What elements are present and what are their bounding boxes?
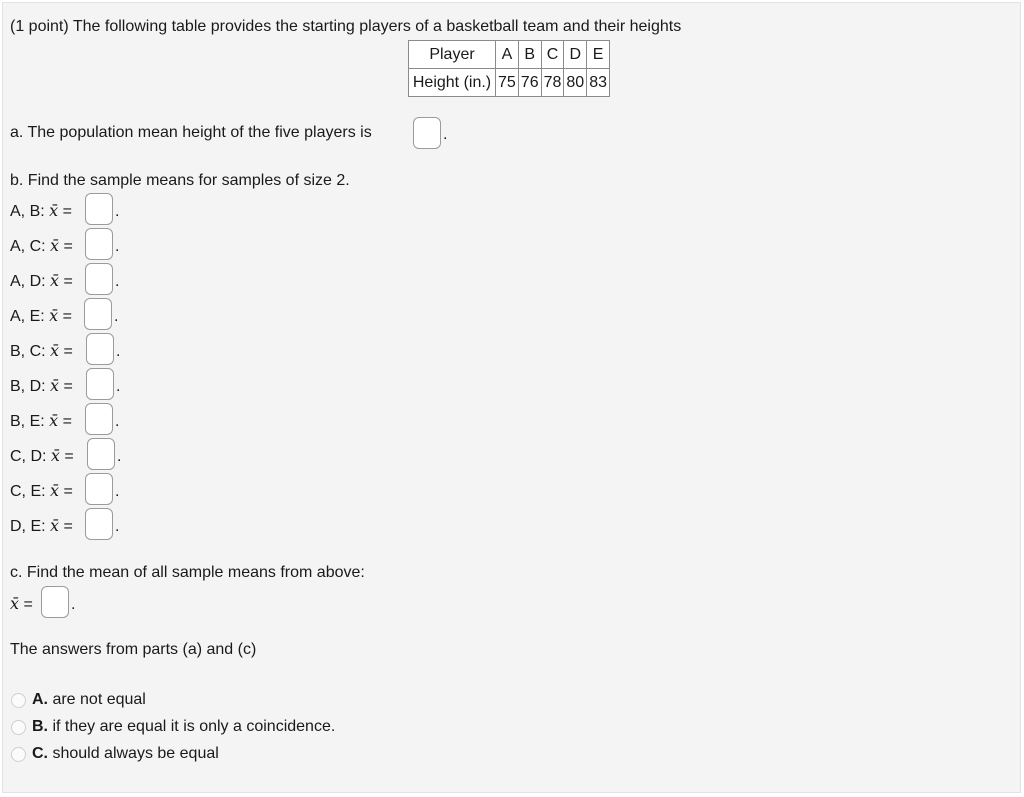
option-c-radio[interactable]	[11, 747, 26, 762]
sample-mean-input-cd[interactable]	[87, 438, 115, 470]
pair-label: D, E:	[10, 518, 46, 535]
xbar-symbol: x̄	[49, 411, 59, 430]
option-b[interactable]	[32, 717, 335, 737]
period: .	[116, 343, 121, 360]
sample-mean-input-ab[interactable]	[85, 193, 113, 225]
equals-sign: =	[63, 343, 73, 360]
player-cell-b: B	[518, 41, 541, 69]
period: .	[115, 203, 120, 220]
option-c-text: should always be equal	[52, 745, 219, 762]
option-b-letter: B.	[32, 718, 48, 735]
xbar-symbol: x̄	[10, 594, 20, 613]
sample-mean-input-bc[interactable]	[86, 333, 114, 365]
player-heights-table	[408, 40, 610, 97]
xbar-symbol: x̄	[50, 376, 60, 395]
player-cell-d: D	[564, 41, 587, 69]
mean-of-means-input[interactable]	[41, 586, 69, 618]
equals-sign: =	[64, 448, 74, 465]
pair-label: B, E:	[10, 413, 45, 430]
sample-mean-input-ac[interactable]	[85, 228, 113, 260]
xbar-symbol: x̄	[50, 446, 60, 465]
table-row-heights	[409, 69, 610, 97]
option-a-letter: A.	[32, 691, 48, 708]
pair-label: A, B:	[10, 203, 45, 220]
pair-label: C, E:	[10, 483, 46, 500]
height-cell-e: 83	[587, 69, 610, 97]
pair-row-ce	[10, 481, 73, 502]
equals-sign: =	[63, 483, 73, 500]
option-c[interactable]	[32, 744, 219, 764]
question-panel	[2, 2, 1021, 793]
period: .	[117, 448, 122, 465]
height-cell-a: 75	[496, 69, 519, 97]
option-a-radio[interactable]	[11, 693, 26, 708]
height-cell-c: 78	[541, 69, 564, 97]
equals-sign: =	[63, 238, 73, 255]
xbar-symbol: x̄	[50, 341, 60, 360]
option-a-text: are not equal	[52, 691, 146, 708]
pair-label: A, D:	[10, 273, 46, 290]
pair-row-ad	[10, 271, 73, 292]
pair-label: A, E:	[10, 308, 45, 325]
period: .	[71, 596, 76, 613]
table-row-players	[409, 41, 610, 69]
pair-label: A, C:	[10, 238, 46, 255]
pair-row-ac	[10, 236, 73, 257]
pair-row-bc	[10, 341, 73, 362]
period: .	[115, 413, 120, 430]
sample-mean-input-ce[interactable]	[85, 473, 113, 505]
period: .	[116, 378, 121, 395]
pair-row-de	[10, 516, 73, 537]
period: .	[115, 273, 120, 290]
mean-of-means-row	[10, 594, 33, 615]
xbar-symbol: x̄	[49, 306, 59, 325]
sample-mean-input-be[interactable]	[85, 403, 113, 435]
question-prompt: (1 point) The following table provides the starting players of a basketball team and their heights	[10, 18, 682, 35]
pair-label: B, C:	[10, 343, 46, 360]
row-header-height: Height (in.)	[409, 69, 496, 97]
period: .	[114, 308, 119, 325]
pair-label: C, D:	[10, 448, 47, 465]
option-a[interactable]	[32, 690, 146, 710]
pair-row-ab	[10, 201, 72, 222]
equals-sign: =	[62, 413, 72, 430]
period: .	[115, 518, 120, 535]
equals-sign: =	[63, 518, 73, 535]
equals-sign: =	[63, 378, 73, 395]
part-c-label: c. Find the mean of all sample means from above:	[10, 564, 365, 581]
player-cell-c: C	[541, 41, 564, 69]
sample-mean-input-bd[interactable]	[86, 368, 114, 400]
row-header-player: Player	[409, 41, 496, 69]
xbar-symbol: x̄	[50, 271, 60, 290]
equals-sign: =	[63, 273, 73, 290]
equals-sign: =	[23, 596, 33, 613]
equals-sign: =	[62, 308, 72, 325]
period: .	[115, 238, 120, 255]
period: .	[443, 126, 448, 143]
pair-row-ae	[10, 306, 72, 327]
pair-row-cd	[10, 446, 74, 467]
pair-row-be	[10, 411, 72, 432]
option-b-text: if they are equal it is only a coincidence.	[52, 718, 336, 735]
player-cell-e: E	[587, 41, 610, 69]
xbar-symbol: x̄	[50, 236, 60, 255]
period: .	[115, 483, 120, 500]
height-cell-b: 76	[518, 69, 541, 97]
population-mean-input[interactable]	[413, 117, 441, 149]
pair-row-bd	[10, 376, 73, 397]
xbar-symbol: x̄	[49, 201, 59, 220]
option-b-radio[interactable]	[11, 720, 26, 735]
height-cell-d: 80	[564, 69, 587, 97]
sample-mean-input-ad[interactable]	[85, 263, 113, 295]
comparison-label: The answers from parts (a) and (c)	[10, 641, 257, 658]
option-c-letter: C.	[32, 745, 48, 762]
xbar-symbol: x̄	[50, 481, 60, 500]
part-b-label: b. Find the sample means for samples of size 2.	[10, 172, 350, 189]
part-a-label: a. The population mean height of the five players is	[10, 124, 372, 141]
equals-sign: =	[62, 203, 72, 220]
pair-label: B, D:	[10, 378, 46, 395]
sample-mean-input-ae[interactable]	[84, 298, 112, 330]
xbar-symbol: x̄	[50, 516, 60, 535]
sample-mean-input-de[interactable]	[85, 508, 113, 540]
player-cell-a: A	[496, 41, 519, 69]
